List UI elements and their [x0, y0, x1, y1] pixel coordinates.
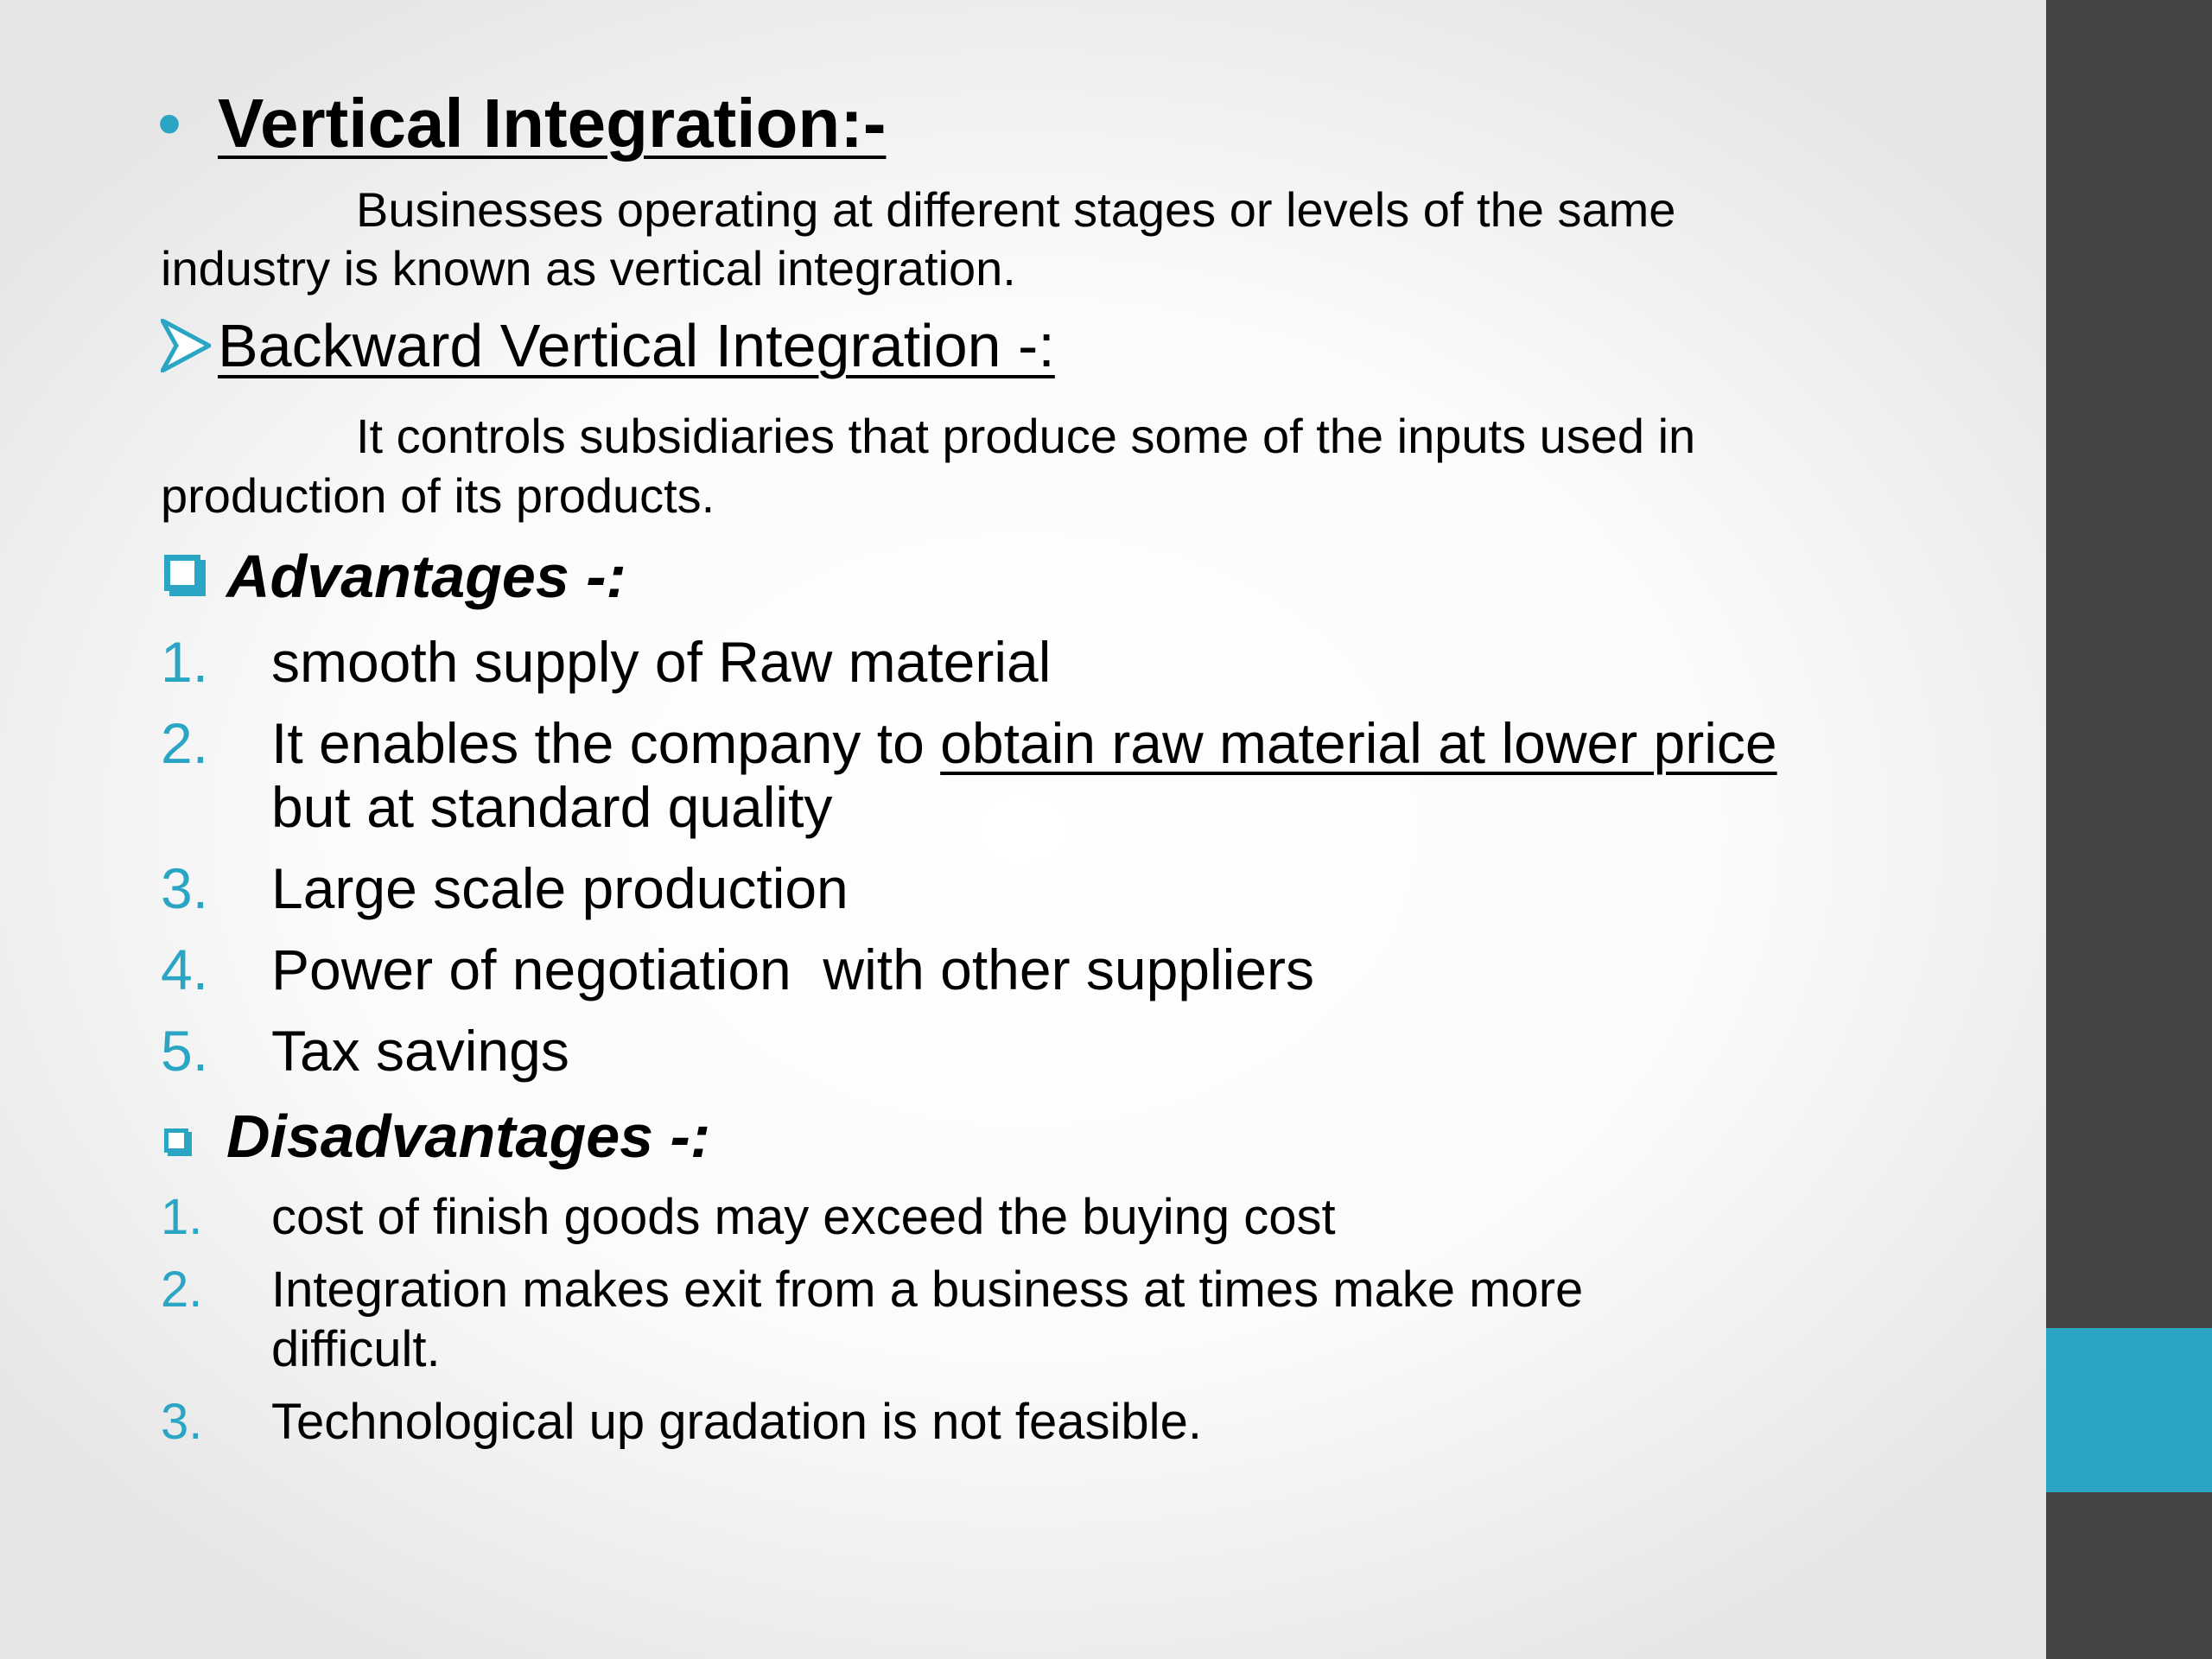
list-item-text-continued: but at standard quality — [271, 775, 833, 839]
bullet-icon: • — [157, 85, 182, 162]
list-item-number: 2. — [161, 711, 209, 775]
list-item-text: Large scale production — [271, 856, 849, 920]
list-item-text-continued: difficult. — [271, 1321, 441, 1377]
list-item-text: smooth supply of Raw material — [271, 630, 1052, 694]
list-item-number: 1. — [161, 630, 209, 694]
list-item-number: 2. — [161, 1262, 203, 1318]
advantages-heading: Advantages -: — [226, 543, 626, 610]
list-item-text: Tax savings — [271, 1019, 569, 1083]
list-item-text: cost of finish goods may exceed the buying cost — [271, 1189, 1336, 1245]
arrowhead-bullet-icon — [161, 319, 211, 372]
definition-line-1: Businesses operating at different stages or levels of the same — [356, 182, 1676, 237]
list-item-number: 1. — [161, 1189, 203, 1245]
list-item-number: 5. — [161, 1019, 209, 1083]
list-item-number: 4. — [161, 938, 209, 1001]
list-item-text: Integration makes exit from a business at times make more — [271, 1262, 1584, 1318]
slide-title: Vertical Integration:- — [218, 85, 887, 162]
list-item-number: 3. — [161, 856, 209, 920]
side-accent-block — [2046, 1328, 2212, 1492]
definition-line-2: industry is known as vertical integration. — [161, 241, 1016, 296]
sub-description-line-1: It controls subsidiaries that produce some of the inputs used in — [356, 409, 1696, 463]
disadvantages-heading: Disadvantages -: — [226, 1103, 711, 1170]
list-item-underlined-text: obtain raw material at lower price — [940, 711, 1777, 775]
list-item-text: Technological up gradation is not feasible. — [271, 1394, 1202, 1450]
list-item-number: 3. — [161, 1394, 203, 1450]
subheading: Backward Vertical Integration -: — [218, 312, 1055, 379]
checkbox-bullet-icon — [164, 555, 200, 591]
list-item-text: Power of negotiation with other suppliers — [271, 938, 1315, 1001]
list-item-text — [271, 710, 1777, 776]
list-item-text-start: It enables the company to — [271, 711, 941, 775]
checkbox-bullet-icon — [164, 1128, 188, 1153]
sub-description-line-2: production of its products. — [161, 468, 715, 523]
